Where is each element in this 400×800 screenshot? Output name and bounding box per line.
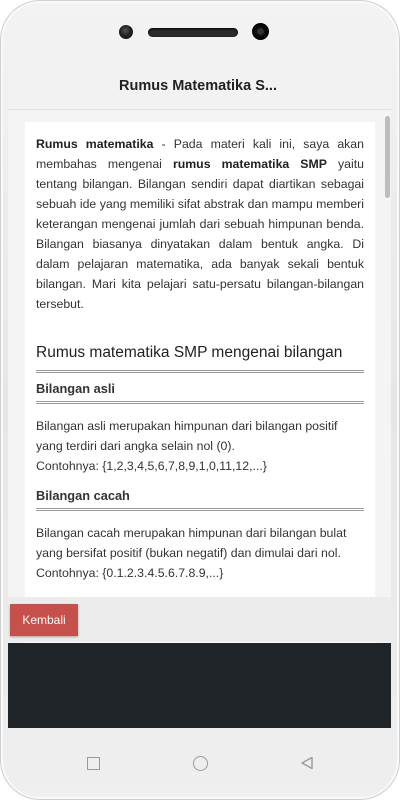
subsection-body [36, 523, 364, 583]
subsection-title: Bilangan asli [36, 381, 364, 404]
scrollbar[interactable] [384, 110, 391, 643]
triangle-back-icon [300, 756, 314, 770]
page-title: Rumus Matematika S... [119, 78, 277, 94]
intro-paragraph [36, 134, 364, 314]
intro-bold-smp: rumus matematika SMP [172, 157, 327, 171]
proximity-sensor [119, 25, 133, 39]
back-button[interactable]: Kembali [10, 604, 78, 636]
system-navigation-bar [0, 745, 400, 781]
subsection-example: Contohnya: {0.1.2.3.4.5.6.7.8.9,...} [36, 566, 224, 580]
scrollbar-thumb[interactable] [385, 116, 390, 198]
front-camera [252, 23, 269, 40]
home-button[interactable] [192, 755, 208, 771]
subsection-title: Bilangan cacah [36, 488, 364, 511]
app-bar [8, 63, 391, 110]
circle-icon [193, 756, 208, 771]
intro-text-2: yaitu tentang bilangan. Bilangan sendiri dapat diartikan sebagai sebuah ide yang memiliki sifat abstrak dan mampu memberi keterangan mengenai jumlah dari sebuah himpunan benda. Bilangan biasanya dinyatakan dalam bentuk angka. Di dalam pelajaran matematika, ada banyak sekali bentuk bilangan. Mari kita pelajari satu-persatu bilangan-bilangan tersebut. [36, 157, 364, 311]
screen [8, 63, 391, 728]
section-bilangan-cacah [36, 488, 364, 583]
subsection-text: Bilangan cacah merupakan himpunan dari bilangan bulat yang bersifat positif (bukan negatif) dan dimulai dari nol. [36, 526, 347, 560]
section-bilangan-asli [36, 381, 364, 476]
article-card [25, 122, 375, 643]
recents-button[interactable] [85, 755, 101, 771]
intro-text-1: - Pada materi kali ini, saya akan membahas mengenai [36, 137, 364, 171]
earpiece-speaker [148, 28, 238, 37]
subsection-body [36, 416, 364, 476]
intro-bold-term: Rumus matematika [36, 137, 154, 151]
section-heading: Rumus matematika SMP mengenai bilangan [36, 344, 364, 373]
subsection-example: Contohnya: {1,2,3,4,5,6,7,8,9,1,0,11,12,...} [36, 459, 267, 473]
nav-back-button[interactable] [299, 755, 315, 771]
square-icon [87, 757, 100, 770]
subsection-text: Bilangan asli merupakan himpunan dari bilangan positif yang terdiri dari angka selain nol (0). [36, 419, 338, 453]
article-scroll-view[interactable] [8, 110, 391, 643]
